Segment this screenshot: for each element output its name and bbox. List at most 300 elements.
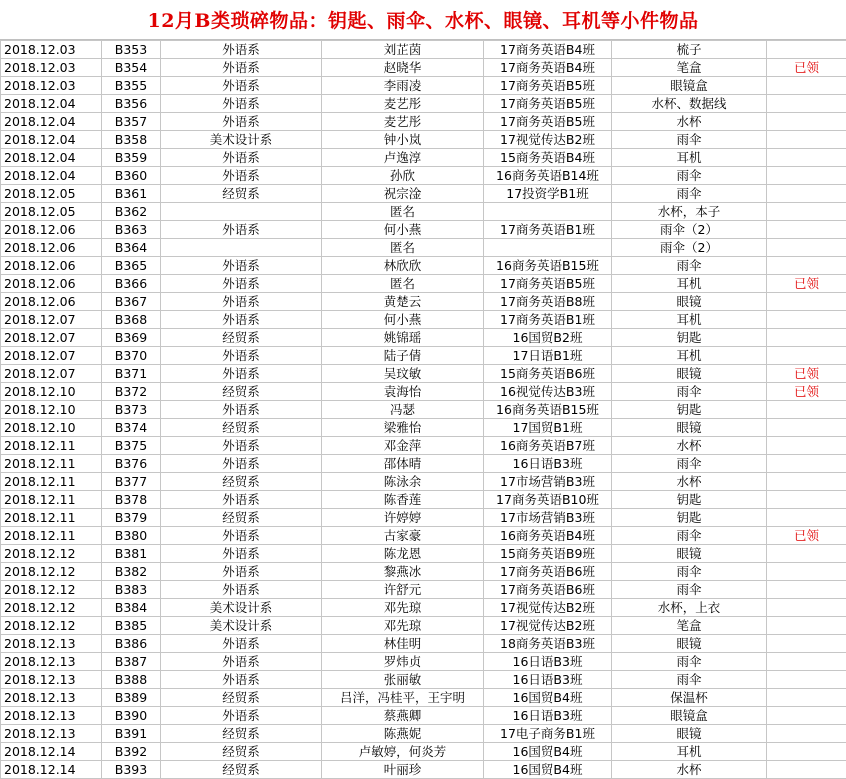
item-cell[interactable]: 眼镜	[612, 419, 767, 437]
item-cell[interactable]: 雨伞	[612, 383, 767, 401]
name-cell[interactable]: 蔡燕卿	[322, 707, 484, 725]
status-cell[interactable]	[767, 239, 846, 257]
department-cell[interactable]: 外语系	[161, 221, 322, 239]
item-cell[interactable]: 梳子	[612, 41, 767, 59]
department-cell[interactable]: 外语系	[161, 275, 322, 293]
status-cell[interactable]: 已领	[767, 383, 846, 401]
name-cell[interactable]: 钟小岚	[322, 131, 484, 149]
table-row[interactable]	[1, 41, 846, 59]
date-cell[interactable]: 2018.12.04	[1, 131, 102, 149]
name-cell[interactable]: 匿名	[322, 275, 484, 293]
date-cell[interactable]: 2018.12.12	[1, 563, 102, 581]
code-cell[interactable]: B392	[102, 743, 161, 761]
name-cell[interactable]: 祝宗淦	[322, 185, 484, 203]
date-cell[interactable]: 2018.12.06	[1, 257, 102, 275]
date-cell[interactable]: 2018.12.06	[1, 275, 102, 293]
status-cell[interactable]	[767, 473, 846, 491]
date-cell[interactable]: 2018.12.07	[1, 347, 102, 365]
item-cell[interactable]: 雨伞	[612, 455, 767, 473]
item-cell[interactable]: 笔盒	[612, 617, 767, 635]
name-cell[interactable]: 邵体晴	[322, 455, 484, 473]
table-row[interactable]	[1, 545, 846, 563]
status-cell[interactable]: 已领	[767, 527, 846, 545]
class-cell[interactable]: 16视觉传达B3班	[484, 383, 612, 401]
class-cell[interactable]: 17商务英语B1班	[484, 221, 612, 239]
name-cell[interactable]: 匿名	[322, 239, 484, 257]
status-cell[interactable]	[767, 221, 846, 239]
status-cell[interactable]	[767, 671, 846, 689]
status-cell[interactable]	[767, 149, 846, 167]
department-cell[interactable]: 经贸系	[161, 743, 322, 761]
code-cell[interactable]: B357	[102, 113, 161, 131]
item-cell[interactable]: 眼镜盒	[612, 77, 767, 95]
table-row[interactable]	[1, 437, 846, 455]
date-cell[interactable]: 2018.12.04	[1, 167, 102, 185]
status-cell[interactable]	[767, 311, 846, 329]
table-row[interactable]	[1, 275, 846, 293]
table-row[interactable]	[1, 527, 846, 545]
table-row[interactable]	[1, 239, 846, 257]
class-cell[interactable]: 15商务英语B4班	[484, 149, 612, 167]
status-cell[interactable]	[767, 401, 846, 419]
code-cell[interactable]: B391	[102, 725, 161, 743]
name-cell[interactable]: 叶丽珍	[322, 761, 484, 779]
date-cell[interactable]: 2018.12.10	[1, 383, 102, 401]
item-cell[interactable]: 雨伞	[612, 671, 767, 689]
table-row[interactable]	[1, 599, 846, 617]
status-cell[interactable]	[767, 257, 846, 275]
table-row[interactable]	[1, 365, 846, 383]
item-cell[interactable]: 眼镜	[612, 365, 767, 383]
date-cell[interactable]: 2018.12.03	[1, 41, 102, 59]
name-cell[interactable]: 陈龙恩	[322, 545, 484, 563]
item-cell[interactable]: 眼镜	[612, 293, 767, 311]
code-cell[interactable]: B373	[102, 401, 161, 419]
status-cell[interactable]	[767, 707, 846, 725]
class-cell[interactable]: 16日语B3班	[484, 455, 612, 473]
class-cell[interactable]: 17商务英语B4班	[484, 59, 612, 77]
code-cell[interactable]: B377	[102, 473, 161, 491]
class-cell[interactable]: 17商务英语B5班	[484, 275, 612, 293]
item-cell[interactable]: 眼镜	[612, 635, 767, 653]
table-row[interactable]	[1, 167, 846, 185]
class-cell[interactable]: 18商务英语B3班	[484, 635, 612, 653]
code-cell[interactable]: B374	[102, 419, 161, 437]
status-cell[interactable]	[767, 617, 846, 635]
table-row[interactable]	[1, 149, 846, 167]
item-cell[interactable]: 水杯	[612, 473, 767, 491]
code-cell[interactable]: B390	[102, 707, 161, 725]
table-row[interactable]	[1, 581, 846, 599]
table-row[interactable]	[1, 491, 846, 509]
class-cell[interactable]: 17商务英语B5班	[484, 95, 612, 113]
code-cell[interactable]: B361	[102, 185, 161, 203]
date-cell[interactable]: 2018.12.14	[1, 761, 102, 779]
name-cell[interactable]: 何小燕	[322, 311, 484, 329]
department-cell[interactable]: 外语系	[161, 167, 322, 185]
code-cell[interactable]: B371	[102, 365, 161, 383]
status-cell[interactable]	[767, 203, 846, 221]
status-cell[interactable]	[767, 545, 846, 563]
department-cell[interactable]: 美术设计系	[161, 131, 322, 149]
status-cell[interactable]	[767, 329, 846, 347]
code-cell[interactable]: B387	[102, 653, 161, 671]
table-row[interactable]	[1, 59, 846, 77]
name-cell[interactable]: 何小燕	[322, 221, 484, 239]
name-cell[interactable]: 黎燕冰	[322, 563, 484, 581]
item-cell[interactable]: 眼镜盒	[612, 707, 767, 725]
department-cell[interactable]: 经贸系	[161, 725, 322, 743]
code-cell[interactable]: B384	[102, 599, 161, 617]
item-cell[interactable]: 笔盒	[612, 59, 767, 77]
table-row[interactable]	[1, 671, 846, 689]
table-row[interactable]	[1, 725, 846, 743]
date-cell[interactable]: 2018.12.11	[1, 437, 102, 455]
status-cell[interactable]	[767, 689, 846, 707]
department-cell[interactable]: 外语系	[161, 257, 322, 275]
code-cell[interactable]: B364	[102, 239, 161, 257]
class-cell[interactable]: 15商务英语B6班	[484, 365, 612, 383]
name-cell[interactable]: 黄楚云	[322, 293, 484, 311]
status-cell[interactable]	[767, 725, 846, 743]
date-cell[interactable]: 2018.12.10	[1, 419, 102, 437]
item-cell[interactable]: 水杯，本子	[612, 203, 767, 221]
table-row[interactable]	[1, 761, 846, 779]
date-cell[interactable]: 2018.12.12	[1, 617, 102, 635]
status-cell[interactable]	[767, 653, 846, 671]
status-cell[interactable]: 已领	[767, 59, 846, 77]
item-cell[interactable]: 钥匙	[612, 491, 767, 509]
name-cell[interactable]: 梁雅怡	[322, 419, 484, 437]
name-cell[interactable]: 匿名	[322, 203, 484, 221]
date-cell[interactable]: 2018.12.13	[1, 671, 102, 689]
class-cell[interactable]: 17投资学B1班	[484, 185, 612, 203]
department-cell[interactable]: 外语系	[161, 347, 322, 365]
item-cell[interactable]: 水杯	[612, 761, 767, 779]
date-cell[interactable]: 2018.12.10	[1, 401, 102, 419]
class-cell[interactable]: 16国贸B4班	[484, 743, 612, 761]
item-cell[interactable]: 雨伞	[612, 527, 767, 545]
department-cell[interactable]: 外语系	[161, 491, 322, 509]
table-row[interactable]	[1, 347, 846, 365]
item-cell[interactable]: 雨伞	[612, 653, 767, 671]
status-cell[interactable]	[767, 347, 846, 365]
date-cell[interactable]: 2018.12.05	[1, 185, 102, 203]
item-cell[interactable]: 水杯	[612, 437, 767, 455]
department-cell[interactable]: 外语系	[161, 401, 322, 419]
code-cell[interactable]: B363	[102, 221, 161, 239]
status-cell[interactable]	[767, 41, 846, 59]
status-cell[interactable]	[767, 563, 846, 581]
table-row[interactable]	[1, 131, 846, 149]
class-cell[interactable]: 17商务英语B6班	[484, 581, 612, 599]
table-row[interactable]	[1, 419, 846, 437]
status-cell[interactable]	[767, 167, 846, 185]
code-cell[interactable]: B375	[102, 437, 161, 455]
class-cell[interactable]: 17商务英语B10班	[484, 491, 612, 509]
class-cell[interactable]: 16商务英语B7班	[484, 437, 612, 455]
date-cell[interactable]: 2018.12.13	[1, 653, 102, 671]
date-cell[interactable]: 2018.12.06	[1, 221, 102, 239]
class-cell[interactable]: 16商务英语B4班	[484, 527, 612, 545]
status-cell[interactable]	[767, 113, 846, 131]
status-cell[interactable]	[767, 761, 846, 779]
class-cell[interactable]: 17商务英语B8班	[484, 293, 612, 311]
code-cell[interactable]: B354	[102, 59, 161, 77]
item-cell[interactable]: 眼镜	[612, 545, 767, 563]
department-cell[interactable]: 外语系	[161, 293, 322, 311]
item-cell[interactable]: 耳机	[612, 149, 767, 167]
name-cell[interactable]: 许舒元	[322, 581, 484, 599]
status-cell[interactable]	[767, 455, 846, 473]
name-cell[interactable]: 陈泳余	[322, 473, 484, 491]
item-cell[interactable]: 雨伞	[612, 581, 767, 599]
department-cell[interactable]: 外语系	[161, 41, 322, 59]
date-cell[interactable]: 2018.12.12	[1, 599, 102, 617]
table-row[interactable]	[1, 311, 846, 329]
name-cell[interactable]: 吕洋，冯桂平，王宇明	[322, 689, 484, 707]
department-cell[interactable]: 经贸系	[161, 761, 322, 779]
code-cell[interactable]: B372	[102, 383, 161, 401]
class-cell[interactable]	[484, 203, 612, 221]
department-cell[interactable]: 外语系	[161, 437, 322, 455]
date-cell[interactable]: 2018.12.11	[1, 509, 102, 527]
class-cell[interactable]: 17商务英语B5班	[484, 113, 612, 131]
department-cell[interactable]: 外语系	[161, 545, 322, 563]
class-cell[interactable]: 15商务英语B9班	[484, 545, 612, 563]
department-cell[interactable]: 经贸系	[161, 473, 322, 491]
name-cell[interactable]: 吴玟敏	[322, 365, 484, 383]
class-cell[interactable]: 16国贸B4班	[484, 689, 612, 707]
table-row[interactable]	[1, 707, 846, 725]
table-row[interactable]	[1, 401, 846, 419]
name-cell[interactable]: 冯瑟	[322, 401, 484, 419]
item-cell[interactable]: 耳机	[612, 347, 767, 365]
item-cell[interactable]: 保温杯	[612, 689, 767, 707]
department-cell[interactable]: 外语系	[161, 635, 322, 653]
department-cell[interactable]: 外语系	[161, 95, 322, 113]
status-cell[interactable]	[767, 581, 846, 599]
code-cell[interactable]: B388	[102, 671, 161, 689]
code-cell[interactable]: B369	[102, 329, 161, 347]
department-cell[interactable]: 外语系	[161, 653, 322, 671]
item-cell[interactable]: 雨伞	[612, 563, 767, 581]
class-cell[interactable]: 17国贸B1班	[484, 419, 612, 437]
item-cell[interactable]: 雨伞	[612, 167, 767, 185]
department-cell[interactable]: 外语系	[161, 707, 322, 725]
department-cell[interactable]: 美术设计系	[161, 599, 322, 617]
department-cell[interactable]: 经贸系	[161, 689, 322, 707]
department-cell[interactable]: 外语系	[161, 311, 322, 329]
item-cell[interactable]: 钥匙	[612, 329, 767, 347]
table-row[interactable]	[1, 293, 846, 311]
item-cell[interactable]: 雨伞（2）	[612, 239, 767, 257]
table-row[interactable]	[1, 563, 846, 581]
department-cell[interactable]: 外语系	[161, 77, 322, 95]
code-cell[interactable]: B385	[102, 617, 161, 635]
class-cell[interactable]	[484, 239, 612, 257]
class-cell[interactable]: 16日语B3班	[484, 653, 612, 671]
name-cell[interactable]: 陈燕妮	[322, 725, 484, 743]
table-row[interactable]	[1, 329, 846, 347]
status-cell[interactable]	[767, 599, 846, 617]
department-cell[interactable]: 外语系	[161, 113, 322, 131]
name-cell[interactable]: 袁海怡	[322, 383, 484, 401]
status-cell[interactable]	[767, 77, 846, 95]
department-cell[interactable]: 外语系	[161, 527, 322, 545]
department-cell[interactable]	[161, 203, 322, 221]
status-cell[interactable]	[767, 743, 846, 761]
class-cell[interactable]: 17电子商务B1班	[484, 725, 612, 743]
class-cell[interactable]: 17市场营销B3班	[484, 473, 612, 491]
code-cell[interactable]: B383	[102, 581, 161, 599]
name-cell[interactable]: 林欣欣	[322, 257, 484, 275]
name-cell[interactable]: 刘芷茵	[322, 41, 484, 59]
name-cell[interactable]: 李雨凌	[322, 77, 484, 95]
date-cell[interactable]: 2018.12.11	[1, 527, 102, 545]
class-cell[interactable]: 17商务英语B6班	[484, 563, 612, 581]
class-cell[interactable]: 16商务英语B15班	[484, 401, 612, 419]
table-row[interactable]	[1, 473, 846, 491]
name-cell[interactable]: 邓先琼	[322, 617, 484, 635]
date-cell[interactable]: 2018.12.13	[1, 689, 102, 707]
name-cell[interactable]: 麦艺彤	[322, 95, 484, 113]
item-cell[interactable]: 雨伞	[612, 185, 767, 203]
code-cell[interactable]: B355	[102, 77, 161, 95]
table-row[interactable]	[1, 617, 846, 635]
department-cell[interactable]: 外语系	[161, 365, 322, 383]
code-cell[interactable]: B389	[102, 689, 161, 707]
department-cell[interactable]: 外语系	[161, 563, 322, 581]
date-cell[interactable]: 2018.12.14	[1, 743, 102, 761]
department-cell[interactable]: 经贸系	[161, 419, 322, 437]
status-cell[interactable]	[767, 293, 846, 311]
date-cell[interactable]: 2018.12.12	[1, 545, 102, 563]
class-cell[interactable]: 17商务英语B1班	[484, 311, 612, 329]
table-row[interactable]	[1, 185, 846, 203]
status-cell[interactable]	[767, 131, 846, 149]
code-cell[interactable]: B393	[102, 761, 161, 779]
date-cell[interactable]: 2018.12.04	[1, 95, 102, 113]
name-cell[interactable]: 张丽敏	[322, 671, 484, 689]
code-cell[interactable]: B366	[102, 275, 161, 293]
table-row[interactable]	[1, 95, 846, 113]
status-cell[interactable]	[767, 185, 846, 203]
date-cell[interactable]: 2018.12.04	[1, 113, 102, 131]
department-cell[interactable]: 经贸系	[161, 509, 322, 527]
name-cell[interactable]: 卢逸淳	[322, 149, 484, 167]
class-cell[interactable]: 16商务英语B15班	[484, 257, 612, 275]
class-cell[interactable]: 16日语B3班	[484, 671, 612, 689]
department-cell[interactable]: 经贸系	[161, 383, 322, 401]
item-cell[interactable]: 水杯	[612, 113, 767, 131]
class-cell[interactable]: 17视觉传达B2班	[484, 617, 612, 635]
item-cell[interactable]: 耳机	[612, 275, 767, 293]
table-row[interactable]	[1, 221, 846, 239]
code-cell[interactable]: B378	[102, 491, 161, 509]
status-cell[interactable]	[767, 509, 846, 527]
table-row[interactable]	[1, 635, 846, 653]
class-cell[interactable]: 16国贸B4班	[484, 761, 612, 779]
item-cell[interactable]: 钥匙	[612, 509, 767, 527]
department-cell[interactable]: 经贸系	[161, 185, 322, 203]
item-cell[interactable]: 耳机	[612, 311, 767, 329]
name-cell[interactable]: 罗炜贞	[322, 653, 484, 671]
table-row[interactable]	[1, 509, 846, 527]
code-cell[interactable]: B381	[102, 545, 161, 563]
code-cell[interactable]: B379	[102, 509, 161, 527]
date-cell[interactable]: 2018.12.11	[1, 455, 102, 473]
department-cell[interactable]: 外语系	[161, 455, 322, 473]
item-cell[interactable]: 耳机	[612, 743, 767, 761]
item-cell[interactable]: 雨伞（2）	[612, 221, 767, 239]
code-cell[interactable]: B362	[102, 203, 161, 221]
table-row[interactable]	[1, 203, 846, 221]
code-cell[interactable]: B356	[102, 95, 161, 113]
item-cell[interactable]: 雨伞	[612, 257, 767, 275]
status-cell[interactable]	[767, 419, 846, 437]
item-cell[interactable]: 水杯，上衣	[612, 599, 767, 617]
name-cell[interactable]: 邓先琼	[322, 599, 484, 617]
code-cell[interactable]: B359	[102, 149, 161, 167]
class-cell[interactable]: 17市场营销B3班	[484, 509, 612, 527]
item-cell[interactable]: 水杯、数据线	[612, 95, 767, 113]
name-cell[interactable]: 赵晓华	[322, 59, 484, 77]
class-cell[interactable]: 16国贸B2班	[484, 329, 612, 347]
code-cell[interactable]: B370	[102, 347, 161, 365]
date-cell[interactable]: 2018.12.04	[1, 149, 102, 167]
class-cell[interactable]: 17商务英语B5班	[484, 77, 612, 95]
name-cell[interactable]: 古家豪	[322, 527, 484, 545]
code-cell[interactable]: B365	[102, 257, 161, 275]
class-cell[interactable]: 16商务英语B14班	[484, 167, 612, 185]
code-cell[interactable]: B386	[102, 635, 161, 653]
department-cell[interactable]: 美术设计系	[161, 617, 322, 635]
date-cell[interactable]: 2018.12.13	[1, 635, 102, 653]
table-row[interactable]	[1, 257, 846, 275]
department-cell[interactable]: 外语系	[161, 671, 322, 689]
department-cell[interactable]: 外语系	[161, 149, 322, 167]
name-cell[interactable]: 邓金萍	[322, 437, 484, 455]
code-cell[interactable]: B382	[102, 563, 161, 581]
name-cell[interactable]: 麦艺彤	[322, 113, 484, 131]
code-cell[interactable]: B367	[102, 293, 161, 311]
date-cell[interactable]: 2018.12.13	[1, 707, 102, 725]
code-cell[interactable]: B353	[102, 41, 161, 59]
date-cell[interactable]: 2018.12.06	[1, 239, 102, 257]
status-cell[interactable]	[767, 95, 846, 113]
department-cell[interactable]: 外语系	[161, 581, 322, 599]
table-row[interactable]	[1, 455, 846, 473]
table-row[interactable]	[1, 743, 846, 761]
date-cell[interactable]: 2018.12.07	[1, 311, 102, 329]
date-cell[interactable]: 2018.12.11	[1, 491, 102, 509]
table-row[interactable]	[1, 77, 846, 95]
class-cell[interactable]: 17视觉传达B2班	[484, 599, 612, 617]
code-cell[interactable]: B358	[102, 131, 161, 149]
date-cell[interactable]: 2018.12.05	[1, 203, 102, 221]
name-cell[interactable]: 林佳明	[322, 635, 484, 653]
table-row[interactable]	[1, 689, 846, 707]
date-cell[interactable]: 2018.12.13	[1, 725, 102, 743]
table-row[interactable]	[1, 653, 846, 671]
department-cell[interactable]: 经贸系	[161, 329, 322, 347]
table-row[interactable]	[1, 113, 846, 131]
date-cell[interactable]: 2018.12.06	[1, 293, 102, 311]
name-cell[interactable]: 卢敏婷，何炎芳	[322, 743, 484, 761]
name-cell[interactable]: 许婷婷	[322, 509, 484, 527]
date-cell[interactable]: 2018.12.12	[1, 581, 102, 599]
